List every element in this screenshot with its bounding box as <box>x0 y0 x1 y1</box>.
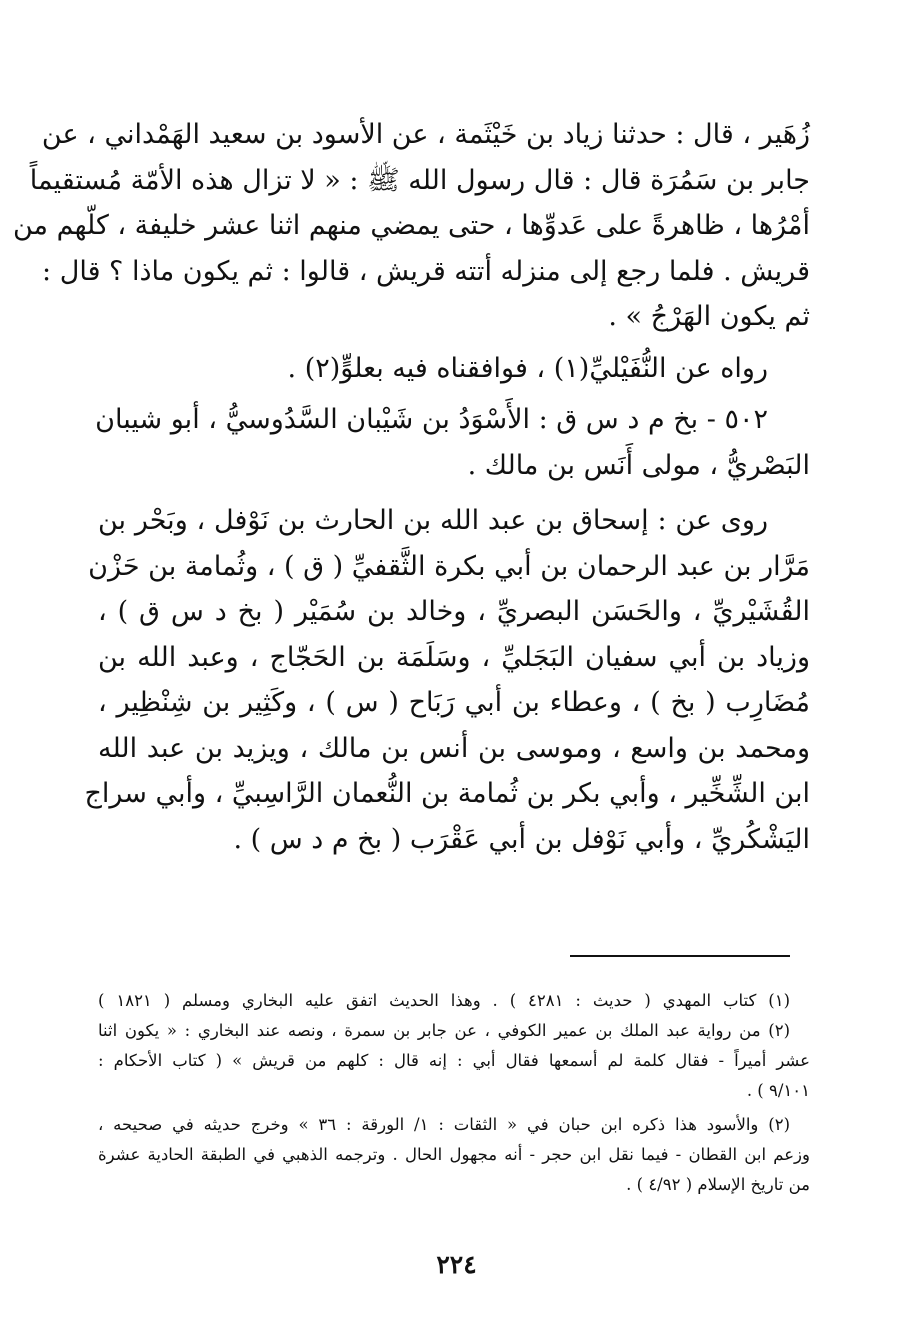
footnote-line: من تاريخ الإسلام ( ٤/٩٢ ) . <box>626 1175 810 1194</box>
footnote-line: (٢) والأسود هذا ذكره ابن حبان في « الثقات : ١/ الورقة : ٣٦ » وخرج حديثه في صحيحه ، <box>98 1115 790 1134</box>
footnote-3 <box>98 1110 810 1200</box>
text-line: مُضَارِب ( بخ ) ، وعطاء بن أبي رَبَاح ( س ) ، وكَثِير بن شِنْظِير ، <box>98 687 810 718</box>
text-line: مَرَّار بن عبد الرحمان بن أبي بكرة الثَّقفيِّ ( ق ) ، وثُمامة بن حَزْن <box>88 550 810 582</box>
footnote-line: ٩/١٠١ ) . <box>746 1081 810 1100</box>
text-line: وزياد بن أبي سفيان البَجَليِّ ، وسَلَمَة بن الحَجّاج ، وعبد الله بن <box>98 641 810 673</box>
page-number: ٢٢٤ <box>436 1250 477 1279</box>
hadith-paragraph <box>13 112 810 340</box>
main-text-block <box>13 112 810 862</box>
text-line: زُهَير ، قال : حدثنا زياد بن خَيْثَمة ، عن الأسود بن سعيد الهَمْداني ، عن <box>41 119 810 150</box>
footnotes-block <box>98 986 810 1200</box>
text-line: قريش . فلما رجع إلى منزله أتته قريش ، قالوا : ثم يكون ماذا ؟ قال : <box>42 255 810 287</box>
entry-heading-paragraph <box>95 397 810 488</box>
footnote-line: (٢) من رواية عبد الملك بن عمير الكوفي ، عن جابر بن سمرة ، ونصه عند البخاري : « يكون اثنا <box>98 1021 790 1040</box>
narrators-paragraph <box>84 498 810 862</box>
text-line: البَصْريُّ ، مولى أَنَس بن مالك . <box>467 449 810 481</box>
text-line: القُشَيْريِّ ، والحَسَن البصريِّ ، وخالد بن سُمَيْر ( بخ د س ق ) ، <box>98 596 810 627</box>
text-line: ثم يكون الهَرْجُ » . <box>608 301 810 332</box>
footnote-line: (١) كتاب المهدي ( حديث : ٤٢٨١ ) . وهذا الحديث اتفق عليه البخاري ومسلم ( ١٨٢١ ) <box>98 991 790 1010</box>
footnote-line: عشر أميراً - فقال كلمة لم أسمعها فقال أبي : إنه قال : كلهم من قريش » ( كتاب الأحكام : <box>98 1051 810 1070</box>
footnote-line: وزعم ابن القطان - فيما نقل ابن حجر - أنه مجهول الحال . وترجمه الذهبي في الطبقة الحادية عشرة <box>98 1145 810 1164</box>
text-line: ابن الشِّخِّير ، وأبي بكر بن ثُمامة بن النُّعمان الرَّاسِبيِّ ، وأبي سراج <box>84 778 810 809</box>
footnote-1 <box>98 986 810 1016</box>
text-line: جابر بن سَمُرَة قال : قال رسول الله ﷺ : « لا تزال هذه الأمّة مُستقيماً <box>29 164 810 196</box>
text-line: اليَشْكُريِّ ، وأبي نَوْفل بن أبي عَقْرَب ( بخ م د س ) . <box>233 823 810 855</box>
narration-note-paragraph <box>98 346 810 392</box>
footnote-divider <box>570 955 790 957</box>
entry-heading-line: ٥٠٢ - بخ م د س ق : الأَسْوَدُ بن شَيْبان السَّدُوسيُّ ، أبو شيبان <box>95 404 768 435</box>
text-line: أمْرُها ، ظاهرةً على عَدوِّها ، حتى يمضي منهم اثنا عشر خليفة ، كلّهم من <box>13 210 810 241</box>
footnote-2 <box>98 1016 810 1106</box>
text-line: روى عن : إسحاق بن عبد الله بن الحارث بن نَوْفل ، وبَحْر بن <box>98 505 768 536</box>
text-line: ومحمد بن واسع ، وموسى بن أنس بن مالك ، ويزيد بن عبد الله <box>98 732 810 764</box>
text-line: رواه عن النُّفَيْليِّ(١) ، فوافقناه فيه بعلوٍّ(٢) . <box>287 352 768 384</box>
